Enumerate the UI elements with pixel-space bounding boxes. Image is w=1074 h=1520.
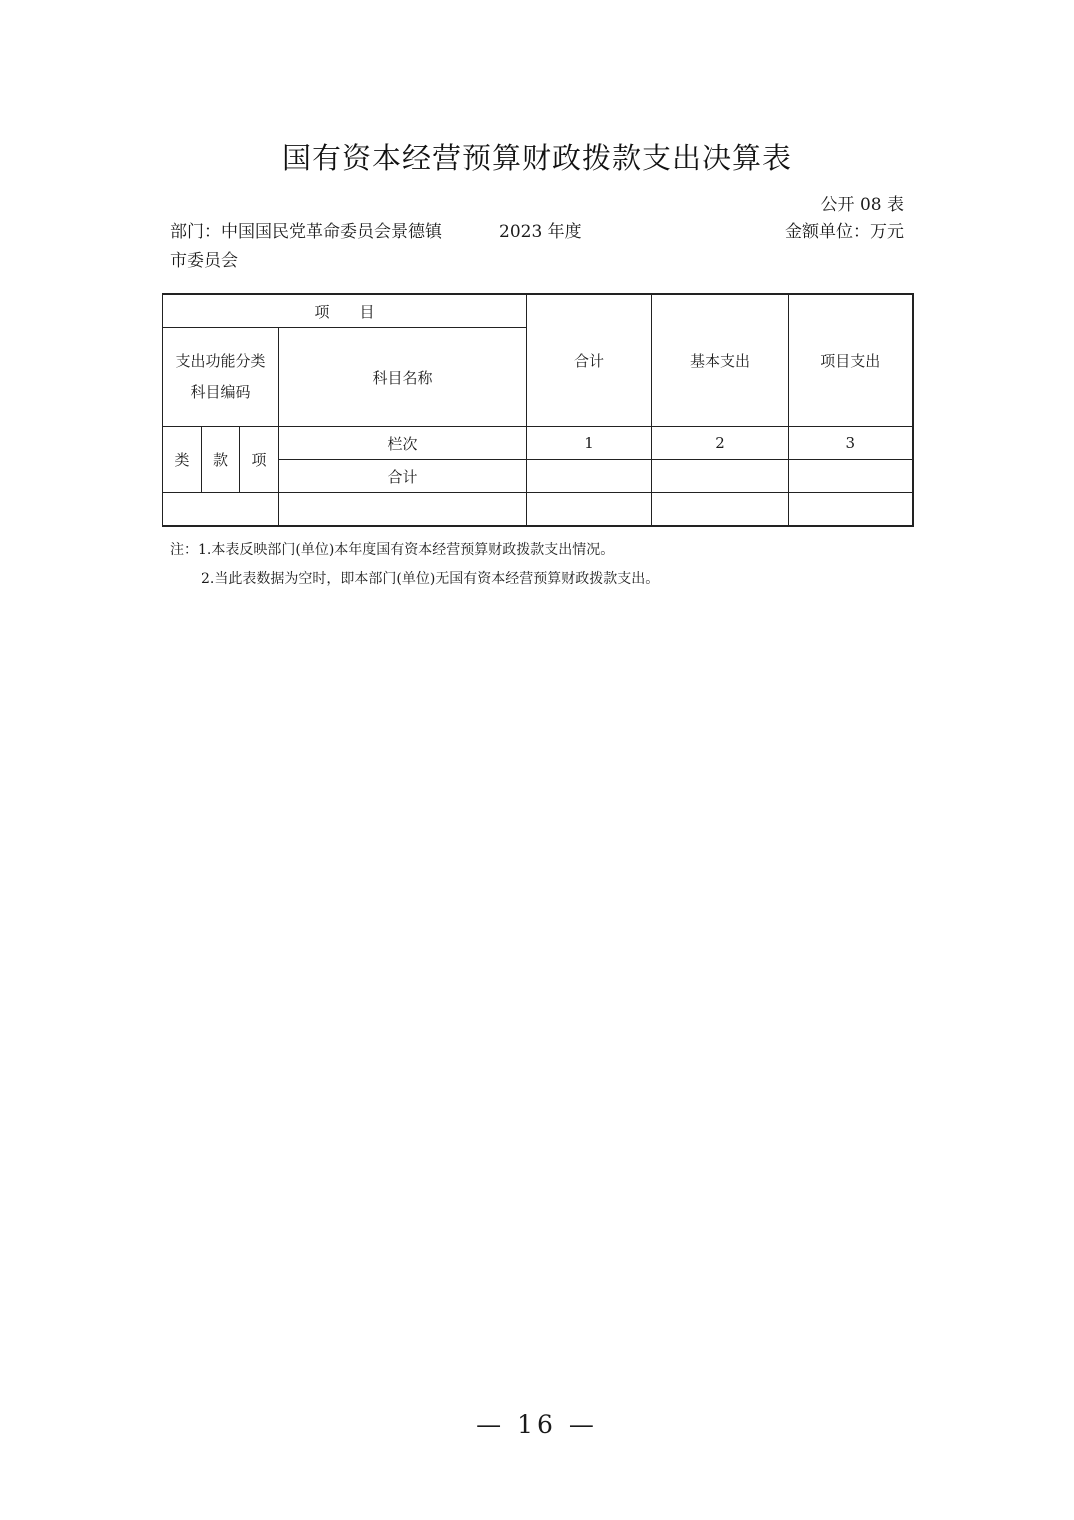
department-label: 部门：中国国民党革命委员会景德镇市委员会 — [170, 222, 442, 271]
empty-total-cell — [527, 493, 652, 527]
header-item: 项 目 — [163, 294, 527, 328]
basic-value — [652, 460, 789, 493]
empty-code-cell — [163, 493, 279, 527]
amount-unit: 金额单位：万元 — [785, 222, 904, 242]
form-number: 公开 08 表 — [820, 195, 904, 215]
header-function-code-text: 支出功能分类科目编码 — [175, 352, 266, 401]
code-lei: 类 — [163, 427, 202, 493]
header-function-code — [163, 328, 279, 427]
notes — [170, 536, 659, 594]
index-2: 2 — [652, 427, 789, 460]
header-total: 合计 — [527, 294, 652, 427]
fiscal-year: 2023 年度 — [499, 222, 582, 242]
code-kuan: 款 — [202, 427, 240, 493]
page-number: — 16 — — [476, 1410, 598, 1439]
index-3: 3 — [789, 427, 913, 460]
project-value — [789, 460, 913, 493]
note-2: 2.当此表数据为空时，即本部门(单位)无国有资本经营预算财政拨款支出。 — [201, 571, 660, 587]
expenditure-table — [162, 293, 914, 527]
header-project-expenditure: 项目支出 — [789, 294, 913, 427]
code-xiang: 项 — [240, 427, 279, 493]
empty-name-cell — [279, 493, 527, 527]
row-index-label: 栏次 — [279, 427, 527, 460]
empty-project-cell — [789, 493, 913, 527]
empty-basic-cell — [652, 493, 789, 527]
row-total-label: 合计 — [279, 460, 527, 493]
index-1: 1 — [527, 427, 652, 460]
page-title: 国有资本经营预算财政拨款支出决算表 — [281, 141, 792, 175]
header-basic-expenditure: 基本支出 — [652, 294, 789, 427]
header-subject-name: 科目名称 — [279, 328, 527, 427]
total-value — [527, 460, 652, 493]
note-1: 注：1.本表反映部门(单位)本年度国有资本经营预算财政拨款支出情况。 — [170, 542, 615, 558]
